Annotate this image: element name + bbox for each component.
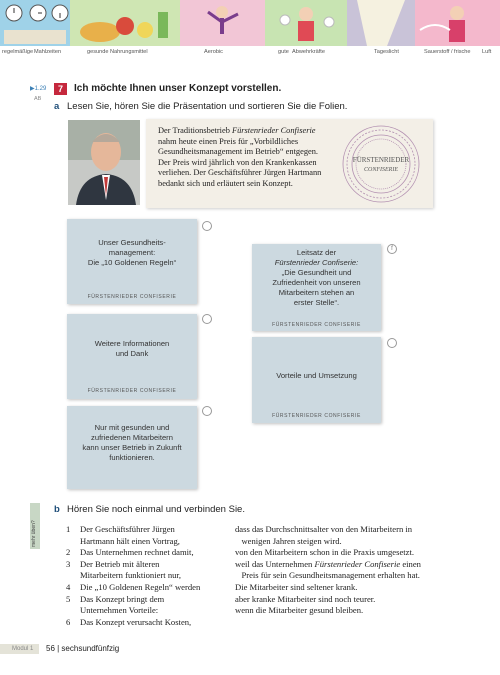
slide-line: Vorteile und Umsetzung (276, 371, 357, 380)
slide-line: zufriedenen Mitarbeitern (91, 433, 173, 442)
intro-line: verliehen. Der Geschäftsführer Jürgen Hartmann (158, 168, 322, 178)
caption: gesunde (87, 49, 109, 55)
part-a-letter: a (54, 101, 60, 112)
intro-line: Der Preis wird jährlich von den Krankenkassen (158, 157, 317, 167)
part-b-instruction: Hören Sie noch einmal und verbinden Sie. (67, 504, 245, 515)
slide-brand: FÜRSTENRIEDER CONFISERIE (87, 294, 177, 300)
slide-line: Nur mit gesunden und (94, 423, 170, 432)
slide-line: Die „10 Goldenen Regeln“ (87, 258, 177, 267)
slide-line: Mitarbeitern stehen an (278, 288, 355, 297)
caption: regelmäßige (2, 49, 34, 55)
caption: Abwehrkräfte (292, 49, 325, 55)
food-illustration (70, 0, 180, 46)
sentence-end: weil das Unternehmen Fürstenrieder Confiserie einen (235, 558, 421, 569)
sentence-end: wenn die Mitarbeiter gesund bleiben. (235, 605, 364, 616)
sentence-start: Das Konzept verursacht Kosten, (80, 616, 192, 627)
exercise-title: Ich möchte Ihnen unser Konzept vorstellen. (74, 83, 282, 94)
practice-tab-label: mehr üben? (31, 520, 37, 547)
intro-line: Der Traditionsbetrieb Fürstenrieder Confiserie (158, 126, 316, 135)
illustration-banner (0, 0, 500, 46)
module-label: Modul 1 (0, 644, 39, 654)
page-number: 56 | sechsundfünfzig (46, 644, 120, 653)
order-circle[interactable] (387, 338, 397, 348)
slide-card (67, 314, 197, 399)
caption: Tageslicht (374, 49, 399, 55)
sentence-end: Die Mitarbeiter sind seltener krank. (235, 581, 358, 592)
part-a-instruction: Lesen Sie, hören Sie die Präsentation und sortieren Sie die Folien. (67, 101, 348, 112)
sentence-start: Das Unternehmen rechnet damit, (80, 547, 194, 558)
item-number: 6 (66, 616, 71, 627)
item-number: 2 (66, 547, 71, 558)
slide-line: Weitere Informationen (94, 339, 170, 348)
sentence-start: Hartmann hält einen Vortrag, (80, 535, 180, 546)
slide-line: und Dank (115, 349, 149, 358)
sentence-end: von den Mitarbeitern schon in die Praxis umgesetzt. (235, 547, 414, 558)
sentence-beginnings (66, 524, 236, 628)
item-number: 5 (66, 593, 71, 604)
order-circle[interactable] (202, 221, 212, 231)
sentence-end: aber kranke Mitarbeiter sind noch teurer. (235, 593, 376, 604)
daylight-illustration (347, 0, 415, 46)
intro-line: bedankt sich und erläutert sein Konzept. (158, 178, 293, 188)
caption: Luft (482, 49, 492, 55)
slide-brand: FÜRSTENRIEDER CONFISERIE (272, 322, 361, 328)
audio-track-label[interactable]: ▶1.29 (30, 86, 47, 92)
intro-text (158, 126, 343, 190)
caption: gute (278, 49, 289, 55)
sentence-end: wenigen Jahren steigen wird. (235, 535, 342, 546)
clocks-illustration (0, 0, 70, 46)
slide-line: management: (108, 248, 156, 257)
order-circle[interactable]: f (387, 244, 397, 254)
item-number: 1 (66, 524, 71, 534)
portrait-photo (68, 120, 140, 205)
seal-line-1: FÜRSTENRIEDER (352, 156, 410, 164)
practice-tab[interactable] (30, 503, 40, 549)
seal-line-2: CONFISERIE (364, 167, 398, 173)
caption: Sauerstoff / frische (424, 49, 471, 55)
sentence-start: Der Geschäftsführer Jürgen (80, 524, 175, 534)
item-number: 3 (66, 558, 71, 569)
sentence-start: Die „10 Goldenen Regeln“ werden (80, 581, 201, 592)
caption: Nahrungsmittel (110, 49, 148, 55)
sentence-start: Das Konzept bringt dem (80, 593, 165, 604)
order-circle[interactable] (202, 406, 212, 416)
slide-brand: FÜRSTENRIEDER CONFISERIE (272, 413, 361, 419)
caption: Mahlzeiten (34, 49, 62, 55)
slide-line: Leitsatz der (296, 248, 337, 257)
caption: Aerobic (204, 49, 223, 55)
item-number: 4 (66, 581, 71, 592)
slide-line: erster Stelle“. (293, 298, 340, 307)
slide-line: funktionieren. (109, 453, 155, 462)
slide-line: Zufriedenheit von unseren (272, 278, 361, 287)
slide-line: „Die Gesundheit und (281, 268, 352, 277)
slide-card (252, 244, 381, 331)
fresh-air-illustration (415, 0, 500, 46)
part-b-letter: b (54, 504, 60, 515)
order-circle[interactable] (202, 314, 212, 324)
slide-line: Fürstenrieder Confiserie: (274, 258, 359, 267)
ab-label: AB (34, 96, 42, 102)
slide-card (67, 406, 197, 489)
slide-card (67, 219, 197, 304)
slide-line: kann unser Betrieb in Zukunft (82, 443, 182, 452)
intro-line: nahm heute einen Preis für „Vorbildliches (158, 136, 299, 146)
intro-line: Gesundheitsmanagement im Betrieb“ entgegen. (158, 147, 319, 157)
slide-line: Unser Gesundheits- (98, 238, 166, 247)
slide-card (252, 337, 381, 423)
immune-illustration (265, 0, 347, 46)
sentence-start: Der Betrieb mit älteren (80, 558, 160, 569)
sentence-end: Preis für sein Gesundheitsmanagement erhalten hat. (235, 570, 420, 581)
aerobic-illustration (180, 0, 265, 46)
sentence-start: Mitarbeitern funktioniert nur, (80, 570, 182, 581)
confiserie-seal (340, 124, 422, 209)
sentence-endings (235, 524, 485, 617)
exercise-number: 7 (54, 83, 67, 95)
banner-captions (0, 46, 500, 58)
slide-brand: FÜRSTENRIEDER CONFISERIE (87, 388, 177, 394)
sentence-start: Unternehmen Vorteile: (80, 605, 159, 616)
sentence-end: dass das Durchschnittsalter von den Mitarbeitern in (235, 524, 413, 534)
